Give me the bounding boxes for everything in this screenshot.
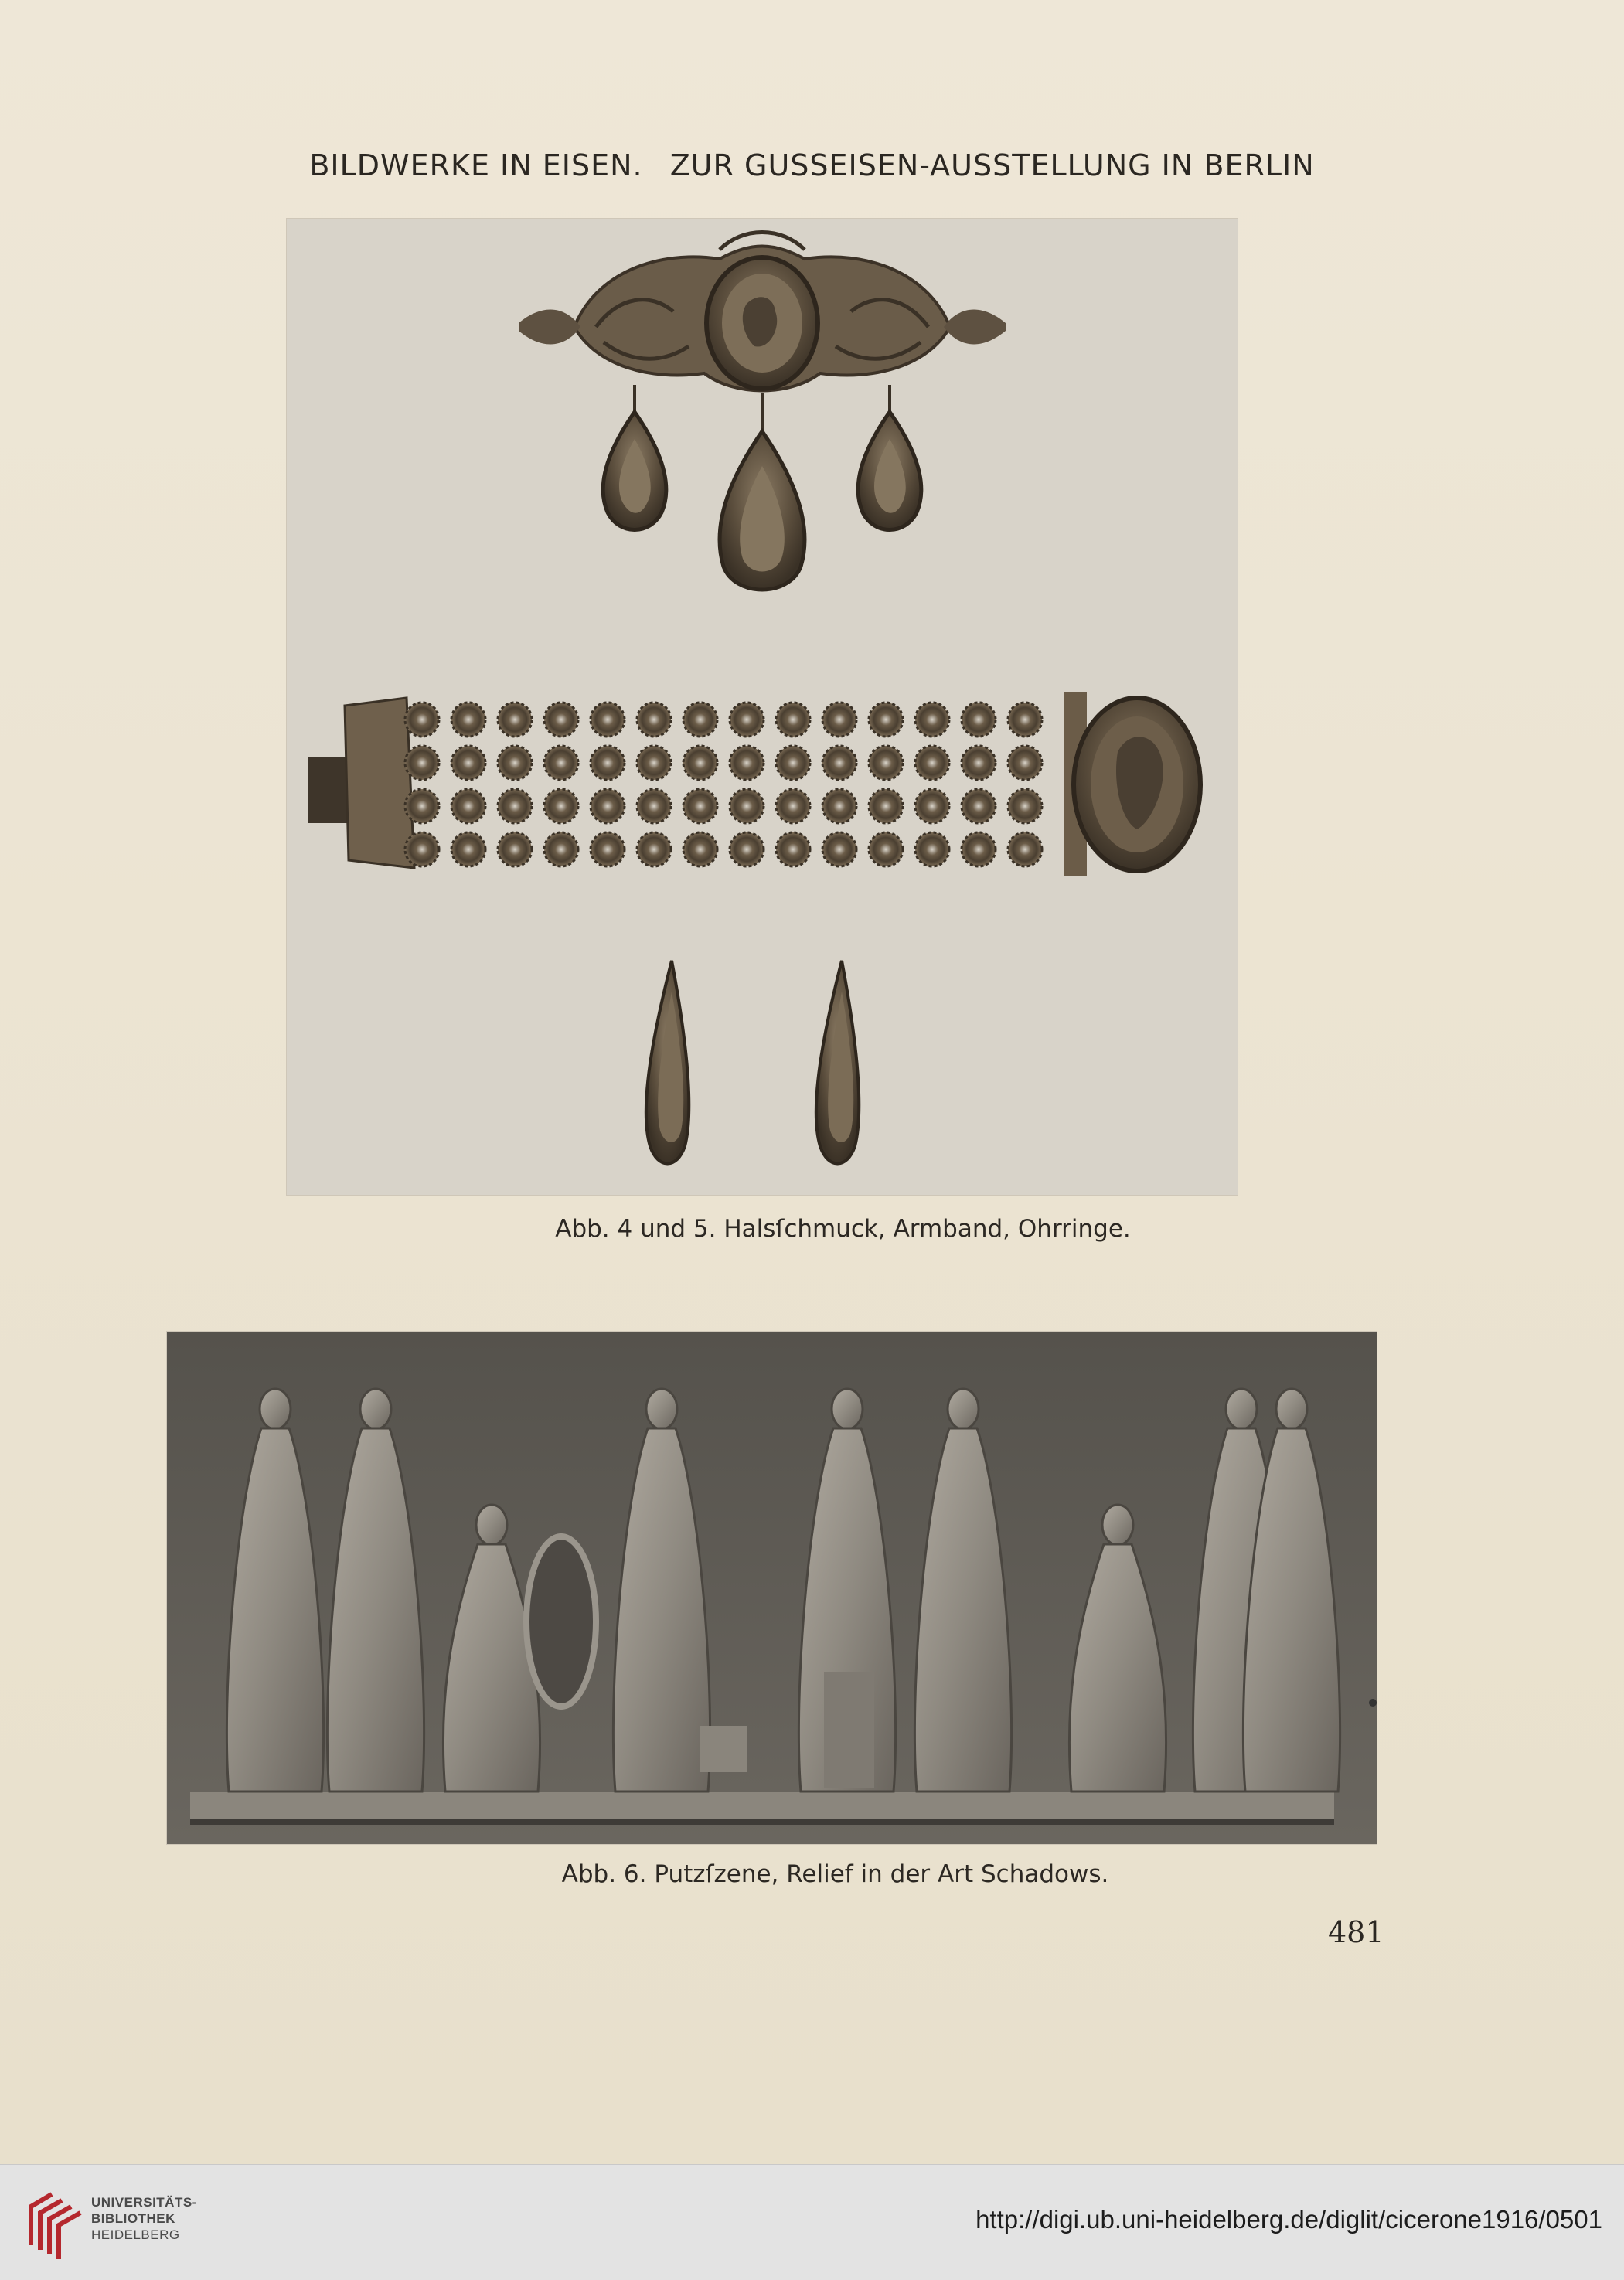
bracelet-rosette bbox=[683, 789, 717, 823]
source-url[interactable]: http://digi.ub.uni-heidelberg.de/diglit/cicerone1916/0501 bbox=[975, 2205, 1602, 2234]
bracelet-rosette bbox=[776, 832, 810, 866]
header-left: BILDWERKE IN EISEN. bbox=[309, 148, 643, 182]
digitization-footer bbox=[0, 2164, 1624, 2280]
bracelet-rosette bbox=[498, 746, 532, 780]
earrings bbox=[646, 961, 859, 1164]
bracelet-rosette bbox=[591, 832, 625, 866]
bracelet-rosette bbox=[637, 703, 671, 737]
bracelet-rosette bbox=[869, 746, 903, 780]
relief-figure-head bbox=[1276, 1389, 1307, 1429]
figure-6-caption: Abb. 6. Putzſzene, Relief in der Art Schadows. bbox=[561, 1860, 1109, 1888]
figure-jewelry-photo bbox=[286, 218, 1238, 1196]
relief-figure-head bbox=[260, 1389, 291, 1429]
relief-figure-head bbox=[646, 1389, 677, 1429]
bracelet-rosette bbox=[962, 789, 996, 823]
bracelet-rosette bbox=[776, 746, 810, 780]
bracelet-rosette bbox=[822, 746, 856, 780]
bracelet-rosette bbox=[498, 703, 532, 737]
relief-figure-head bbox=[360, 1389, 391, 1429]
bracelet-rosette bbox=[869, 832, 903, 866]
bracelet-rosette bbox=[962, 832, 996, 866]
bracelet-rosette bbox=[822, 789, 856, 823]
bracelet-rosette bbox=[822, 832, 856, 866]
bracelet-rosette bbox=[637, 746, 671, 780]
bracelet-rosette bbox=[591, 746, 625, 780]
bracelet-rosette bbox=[915, 746, 949, 780]
bracelet-rosette bbox=[405, 746, 439, 780]
page-number: 481 bbox=[1328, 1915, 1384, 1949]
bracelet-rosette bbox=[498, 789, 532, 823]
bracelet-rosette bbox=[869, 703, 903, 737]
bracelet-rosette bbox=[915, 832, 949, 866]
bracelet-rosette bbox=[730, 789, 764, 823]
relief-figure-head bbox=[1102, 1505, 1133, 1545]
bracelet-rosette bbox=[591, 703, 625, 737]
relief-figure-head bbox=[1226, 1389, 1257, 1429]
figure-4-5-caption: Abb. 4 und 5. Halsſchmuck, Armband, Ohrringe. bbox=[555, 1215, 1131, 1243]
bracelet-rosette bbox=[683, 746, 717, 780]
bracelet-rosette bbox=[1008, 832, 1042, 866]
header-right: ZUR GUSSEISEN-AUSSTELLUNG IN BERLIN bbox=[669, 148, 1315, 182]
bracelet-rosette bbox=[1008, 789, 1042, 823]
library-logo-icon bbox=[17, 2183, 94, 2261]
relief-figure-head bbox=[476, 1505, 507, 1545]
bracelet-rosette bbox=[405, 832, 439, 866]
relief-figure-head bbox=[832, 1389, 863, 1429]
running-header bbox=[0, 148, 1624, 182]
bracelet-rosette bbox=[1008, 703, 1042, 737]
bracelet-rosette bbox=[544, 746, 578, 780]
bracelet bbox=[308, 692, 1200, 876]
relief-figure-head bbox=[948, 1389, 979, 1429]
bracelet-rosette bbox=[962, 703, 996, 737]
library-name: UNIVERSITÄTS- BIBLIOTHEK HEIDELBERG bbox=[91, 2195, 197, 2242]
bracelet-rosette bbox=[869, 789, 903, 823]
bracelet-rosette bbox=[544, 789, 578, 823]
bracelet-rosette bbox=[405, 789, 439, 823]
bracelet-rosette bbox=[544, 703, 578, 737]
bracelet-rosette bbox=[1008, 746, 1042, 780]
bracelet-rosette bbox=[822, 703, 856, 737]
bracelet-rosette bbox=[451, 746, 485, 780]
figure-relief-photo bbox=[166, 1331, 1377, 1845]
bracelet-rosette bbox=[915, 789, 949, 823]
bracelet-rosette bbox=[591, 789, 625, 823]
bracelet-rosette bbox=[915, 703, 949, 737]
bracelet-rosette bbox=[637, 832, 671, 866]
bracelet-rosette bbox=[498, 832, 532, 866]
bracelet-rosette bbox=[451, 789, 485, 823]
bracelet-rosette bbox=[451, 703, 485, 737]
necklace-brooch bbox=[519, 233, 1006, 590]
bracelet-rosette bbox=[776, 789, 810, 823]
bracelet-rosette bbox=[776, 703, 810, 737]
bracelet-rosette bbox=[683, 832, 717, 866]
bracelet-rosette bbox=[544, 832, 578, 866]
bracelet-rosette bbox=[730, 832, 764, 866]
bracelet-rosette bbox=[962, 746, 996, 780]
bracelet-rosette bbox=[730, 703, 764, 737]
bracelet-rosette bbox=[730, 746, 764, 780]
bracelet-rosette bbox=[405, 703, 439, 737]
bracelet-rosette bbox=[451, 832, 485, 866]
bracelet-rosette bbox=[683, 703, 717, 737]
bracelet-rosette bbox=[637, 789, 671, 823]
